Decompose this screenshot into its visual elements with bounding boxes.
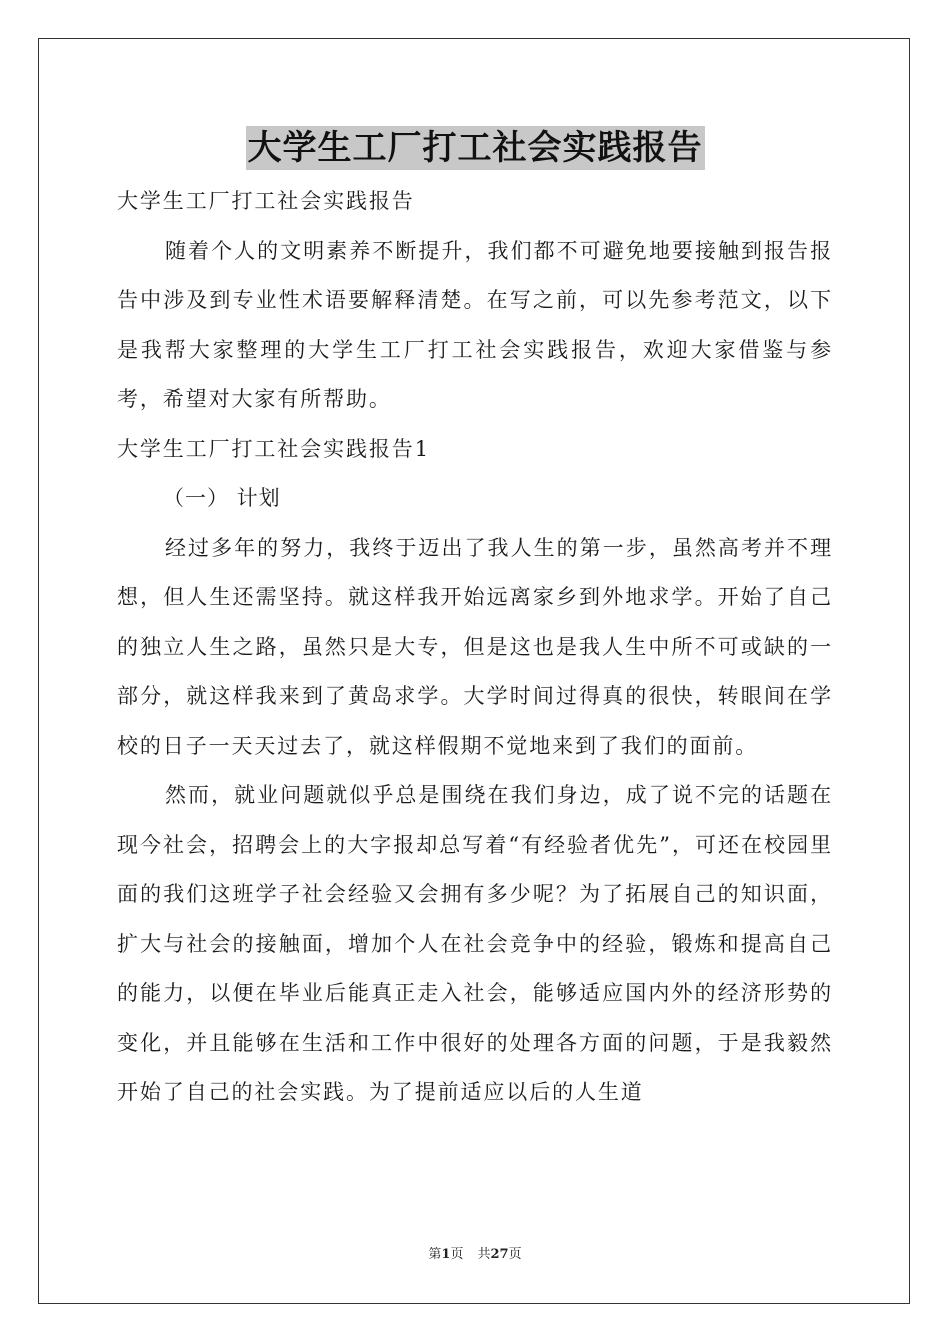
page-total: 27 [490, 1247, 509, 1262]
sub-heading: （一） 计划 [163, 486, 281, 510]
total-prefix: 共 [477, 1247, 491, 1262]
page-footer [0, 1246, 950, 1264]
total-suffix: 页 [508, 1247, 522, 1262]
document-subtitle: 大学生工厂打工社会实践报告 [117, 189, 415, 213]
document-body [117, 177, 833, 1118]
section-heading: 大学生工厂打工社会实践报告1 [117, 436, 430, 461]
document-title: 大学生工厂打工社会实践报告 [247, 128, 703, 168]
intro-paragraph: 随着个人的文明素养不断提升，我们都不可避免地要接触到报告报告中涉及到专业性术语要解释清楚。在写之前，可以先参考范文，以下是我帮大家整理的大学生工厂打工社会实践报告，欢迎大家借鉴与参考，希望对大家有所帮助。 [117, 238, 833, 411]
page-suffix: 页 [450, 1247, 464, 1262]
body-paragraph-1: 经过多年的努力，我终于迈出了我人生的第一步，虽然高考并不理想，但人生还需坚持。就这样我开始远离家乡到外地求学。开始了自己的独立人生之路，虽然只是大专，但是这也是我人生中所不可或缺的一部分，就这样我来到了黄岛求学。大学时间过得真的很快，转眼间在学校的日子一天天过去了，就这样假期不觉地来到了我们的面前。 [117, 535, 833, 758]
page-prefix: 第 [428, 1247, 442, 1262]
body-paragraph-2: 然而，就业问题就似乎总是围绕在我们身边，成了说不完的话题在现今社会，招聘会上的大字报却总写着“有经验者优先”，可还在校园里面的我们这班学子社会经验又会拥有多少呢？为了拓展自己的知识面，扩大与社会的接触面，增加个人在社会竞争中的经验，锻炼和提高自己的能力，以便在毕业后能真正走入社会，能够适应国内外的经济形势的变化，并且能够在生活和工作中很好的处理各方面的问题，于是我毅然开始了自己的社会实践。为了提前适应以后的人生道 [117, 783, 833, 1104]
page-current: 1 [441, 1247, 451, 1262]
title-container [0, 126, 950, 170]
